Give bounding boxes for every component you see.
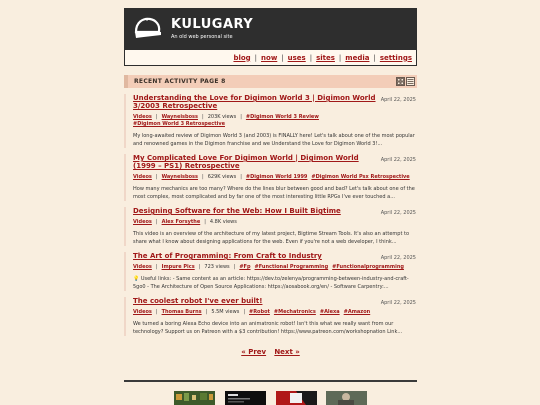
grid-view-icon[interactable] xyxy=(396,77,405,86)
video-thumbnail-image[interactable] xyxy=(225,391,266,405)
post-date: April 22, 2025 xyxy=(380,157,416,163)
list-view-icon[interactable] xyxy=(406,77,415,86)
post-meta xyxy=(133,114,417,128)
post-author-link[interactable]: Thomas Burns xyxy=(161,309,202,315)
nav-separator: | xyxy=(373,53,376,62)
post-description: We turned a boring Alexa Echo device into an animatronic robot! Isn't this what we really want from our technology? Support us on Patreon with a $3 contribution! https://www.patreon.com/workshopnation Link... xyxy=(133,321,403,335)
post-tag[interactable]: #Digimon World 1999 xyxy=(245,174,308,180)
post-title[interactable]: My Complicated Love For Digimon World | Digimon World (1999 – PS1) Retrospective xyxy=(133,154,359,170)
meta-separator: | xyxy=(155,309,158,315)
meta-separator: | xyxy=(204,219,206,225)
post-title[interactable]: Understanding the Love for Digimon World 3 | Digimon World 3/2003 Retrospective xyxy=(133,94,376,110)
post-meta xyxy=(133,309,417,316)
activity-item xyxy=(124,252,417,291)
post-date: April 22, 2025 xyxy=(380,210,416,216)
meta-separator: | xyxy=(198,264,201,270)
nav-separator: | xyxy=(281,53,284,62)
nav-blog[interactable]: blog xyxy=(233,53,251,62)
post-views: 5.5M views xyxy=(211,309,240,315)
activity-item xyxy=(124,297,417,336)
meta-separator: | xyxy=(240,174,242,180)
nav-uses[interactable]: uses xyxy=(287,53,306,62)
post-meta xyxy=(133,219,417,226)
post-author-link[interactable]: Wayneisboss xyxy=(161,174,199,180)
post-description: My long-awaited review of Digimon World 3 (and 2003) is FINALLY here! Let's talk about one of the most popular and renowned games in the Digimon franchise and we Understand the Love for Digimon World 3!... xyxy=(133,133,415,147)
post-type-link[interactable]: Videos xyxy=(133,219,152,225)
post-meta xyxy=(133,174,417,181)
video-thumbnail-image[interactable] xyxy=(326,391,367,405)
brand xyxy=(171,18,253,40)
meta-separator: | xyxy=(202,114,204,120)
meta-separator: | xyxy=(240,114,242,120)
main-nav xyxy=(124,50,417,66)
post-tag[interactable]: #Digimon World 3 Retrospective xyxy=(133,121,225,127)
post-type-link[interactable]: Videos xyxy=(133,114,152,120)
meta-separator: | xyxy=(155,114,158,120)
page-container xyxy=(124,8,417,356)
section-header xyxy=(124,75,417,88)
nav-separator: | xyxy=(254,53,258,62)
meta-separator: | xyxy=(243,309,246,315)
post-tag[interactable]: #Digimon World 3 Review xyxy=(245,114,319,120)
game-thumbnail-image[interactable] xyxy=(174,391,215,405)
post-title[interactable]: Designing Software for the Web: How I Built Bigtime xyxy=(133,207,341,215)
nav-separator: | xyxy=(309,53,313,62)
post-views: 203K views xyxy=(207,114,237,120)
post-views: 4.8K views xyxy=(209,219,237,225)
nav-sites[interactable]: sites xyxy=(316,53,335,62)
nav-now[interactable]: now xyxy=(261,53,278,62)
meta-separator: | xyxy=(202,174,204,180)
post-author-link[interactable]: Wayneisboss xyxy=(161,114,199,120)
post-tag[interactable]: #Fp xyxy=(239,264,251,270)
post-views: 629K views xyxy=(207,174,237,180)
nav-separator: | xyxy=(338,53,342,62)
post-date: April 22, 2025 xyxy=(380,255,416,261)
post-author-link[interactable]: Alex Forsythe xyxy=(161,219,201,225)
post-tag[interactable]: #Alexa xyxy=(319,309,340,315)
next-page-link[interactable]: Next » xyxy=(274,348,300,356)
view-toggle xyxy=(396,77,415,86)
post-type-link[interactable]: Videos xyxy=(133,264,152,270)
post-meta xyxy=(133,264,417,271)
meta-separator: | xyxy=(155,264,158,270)
prev-page-link[interactable]: « Prev xyxy=(241,348,267,356)
post-tag[interactable]: #Mechatronics xyxy=(273,309,316,315)
post-type-link[interactable]: Videos xyxy=(133,174,152,180)
post-tag[interactable]: #Functionalprogramming xyxy=(332,264,404,270)
post-tag[interactable]: #Digimon World Psx Retrospective xyxy=(311,174,410,180)
post-title[interactable]: The Art of Programming: From Craft to Industry xyxy=(133,252,322,260)
nav-media[interactable]: media xyxy=(345,53,370,62)
meta-separator: | xyxy=(155,174,158,180)
post-title[interactable]: The coolest robot I've ever built! xyxy=(133,297,263,305)
post-date: April 22, 2025 xyxy=(380,300,416,306)
site-tagline: An old web personal site xyxy=(171,34,233,40)
section-title: RECENT ACTIVITY PAGE 8 xyxy=(134,78,226,85)
post-tag[interactable]: #Functional Programming xyxy=(254,264,329,270)
post-author-link[interactable]: Impure Pics xyxy=(161,264,195,270)
activity-item xyxy=(124,94,417,148)
activity-item xyxy=(124,207,417,246)
pagination xyxy=(124,348,417,356)
post-type-link[interactable]: Videos xyxy=(133,309,152,315)
site-header xyxy=(124,8,417,50)
post-tag[interactable]: #Robot xyxy=(249,309,270,315)
post-description: How many mechanics are too many? Where do the lines blur between good and bad? Let's talk about one of the most complex, most complicated and by far one of the most interesting little RPGs I've ever touched a... xyxy=(133,186,415,200)
footer-divider xyxy=(124,380,417,382)
site-name[interactable]: KULUGARY xyxy=(171,17,254,32)
meta-separator: | xyxy=(233,264,236,270)
post-description: This video is an overview of the architecture of my latest project, Bigtime Stream Tools. It's also an attempt to share what I know about designing applications for the web. Even if you're not a web developer, I think... xyxy=(133,231,410,245)
video-thumbnail-image[interactable] xyxy=(276,391,317,405)
meta-separator: | xyxy=(205,309,208,315)
nav-settings[interactable]: settings xyxy=(379,53,412,62)
post-date: April 22, 2025 xyxy=(380,97,416,103)
cap-logo-icon[interactable] xyxy=(133,16,163,42)
post-description: 💡 Useful links: - Same content as an article: https://dev.to/zelenya/programming-between-industry-and-craft-5go0 - The Architecture of Open Source Applications: https://aosabook.org/en/ - Software Carpentry:... xyxy=(133,276,409,290)
post-tag[interactable]: #Amazon xyxy=(343,309,371,315)
meta-separator: | xyxy=(155,219,158,225)
activity-item xyxy=(124,154,417,201)
post-views: 723 views xyxy=(204,264,230,270)
